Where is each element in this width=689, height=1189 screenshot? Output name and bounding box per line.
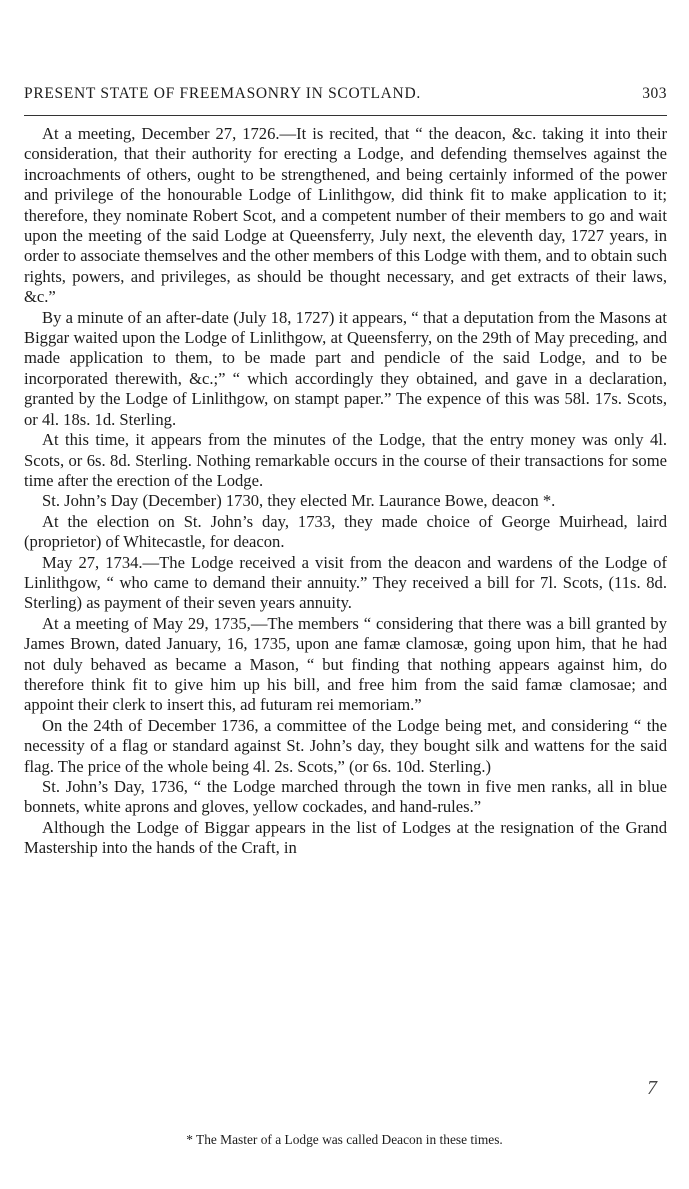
paragraph: At a meeting, December 27, 1726.—It is recited, that “ the deacon, &c. taking it into their consideration, that their authority for erecting a Lodge, and defending themselves against the incroachments of others, ought to be strengthened, and being certainly informed of the power and privilege of the honourable Lodge of Linlithgow, did think fit to make application to it; therefore, they nominate Robert Scot, and a competent number of their members to go and wait upon the meeting of the said Lodge at Queensferry, July next, the eleventh day, 1727 years, in order to associate themselves and the other members of this Lodge with them, and to obtain such rights, powers, and privileges, as should be thought necessary, and get extracts of their laws, &c.” <box>24 124 667 307</box>
running-title: PRESENT STATE OF FREEMASONRY IN SCOTLAND. <box>24 85 421 102</box>
paragraph: Although the Lodge of Biggar appears in the list of Lodges at the resignation of the Grand Mastership into the hands of the Craft, in <box>24 817 667 858</box>
paragraph: St. John’s Day (December) 1730, they elected Mr. Laurance Bowe, deacon *. <box>42 491 556 511</box>
paragraph: At the election on St. John’s day, 1733, they made choice of George Muirhead, laird (proprietor) of Whitecastle, for deacon. <box>24 511 667 552</box>
header-rule <box>24 115 667 116</box>
body-text <box>24 124 667 859</box>
footnote: * The Master of a Lodge was called Deacon in these times. <box>186 1132 503 1147</box>
margin-pencil-mark: 7 <box>647 1077 657 1099</box>
paragraph: On the 24th of December 1736, a committee of the Lodge being met, and considering “ the necessity of a flag or standard against St. John’s day, they bought silk and wattens for the said flag. The price of the whole being 4l. 2s. Scots,” (or 6s. 10d. Sterling.) <box>24 715 667 776</box>
paragraph: At this time, it appears from the minutes of the Lodge, that the entry money was only 4l. Scots, or 6s. 8d. Sterling. Nothing remarkable occurs in the course of their transactions for some time after the erection of the Lodge. <box>24 430 667 490</box>
paragraph: May 27, 1734.—The Lodge received a visit from the deacon and wardens of the Lodge of Linlithgow, “ who came to demand their annuity.” They received a bill for 7l. Scots, (11s. 8d. Sterling) as payment of their seven years annuity. <box>24 552 667 613</box>
paragraph: By a minute of an after-date (July 18, 1727) it appears, “ that a deputation from the Masons at Biggar waited upon the Lodge of Linlithgow, at Queensferry, on the 29th of May preceding, and made application to them, to be made part and pendicle of the said Lodge, and to be incorporated therewith, &c.;” “ which accordingly they obtained, and gave in a declaration, granted by the Lodge of Linlithgow, on stampt paper.” The expence of this was 58l. 17s. Scots, or 4l. 18s. 1d. Sterling. <box>24 307 667 429</box>
paragraph: At a meeting of May 29, 1735,—The members “ considering that there was a bill granted by James Brown, dated January, 16, 1735, upon ane famæ clamosæ, going upon him, that he had not duly behaved as became a Mason, “ but finding that nothing appears against him, do therefore think fit to give him up his bill, and free him from the said famæ clamosae; and appoint their clerk to insert this, ad futuram rei memoriam.” <box>24 613 667 715</box>
paragraph: St. John’s Day, 1736, “ the Lodge marched through the town in five men ranks, all in blue bonnets, white aprons and gloves, yellow cockades, and hand-rules.” <box>24 777 667 817</box>
running-head <box>24 85 667 103</box>
page-number: 303 <box>642 85 667 102</box>
